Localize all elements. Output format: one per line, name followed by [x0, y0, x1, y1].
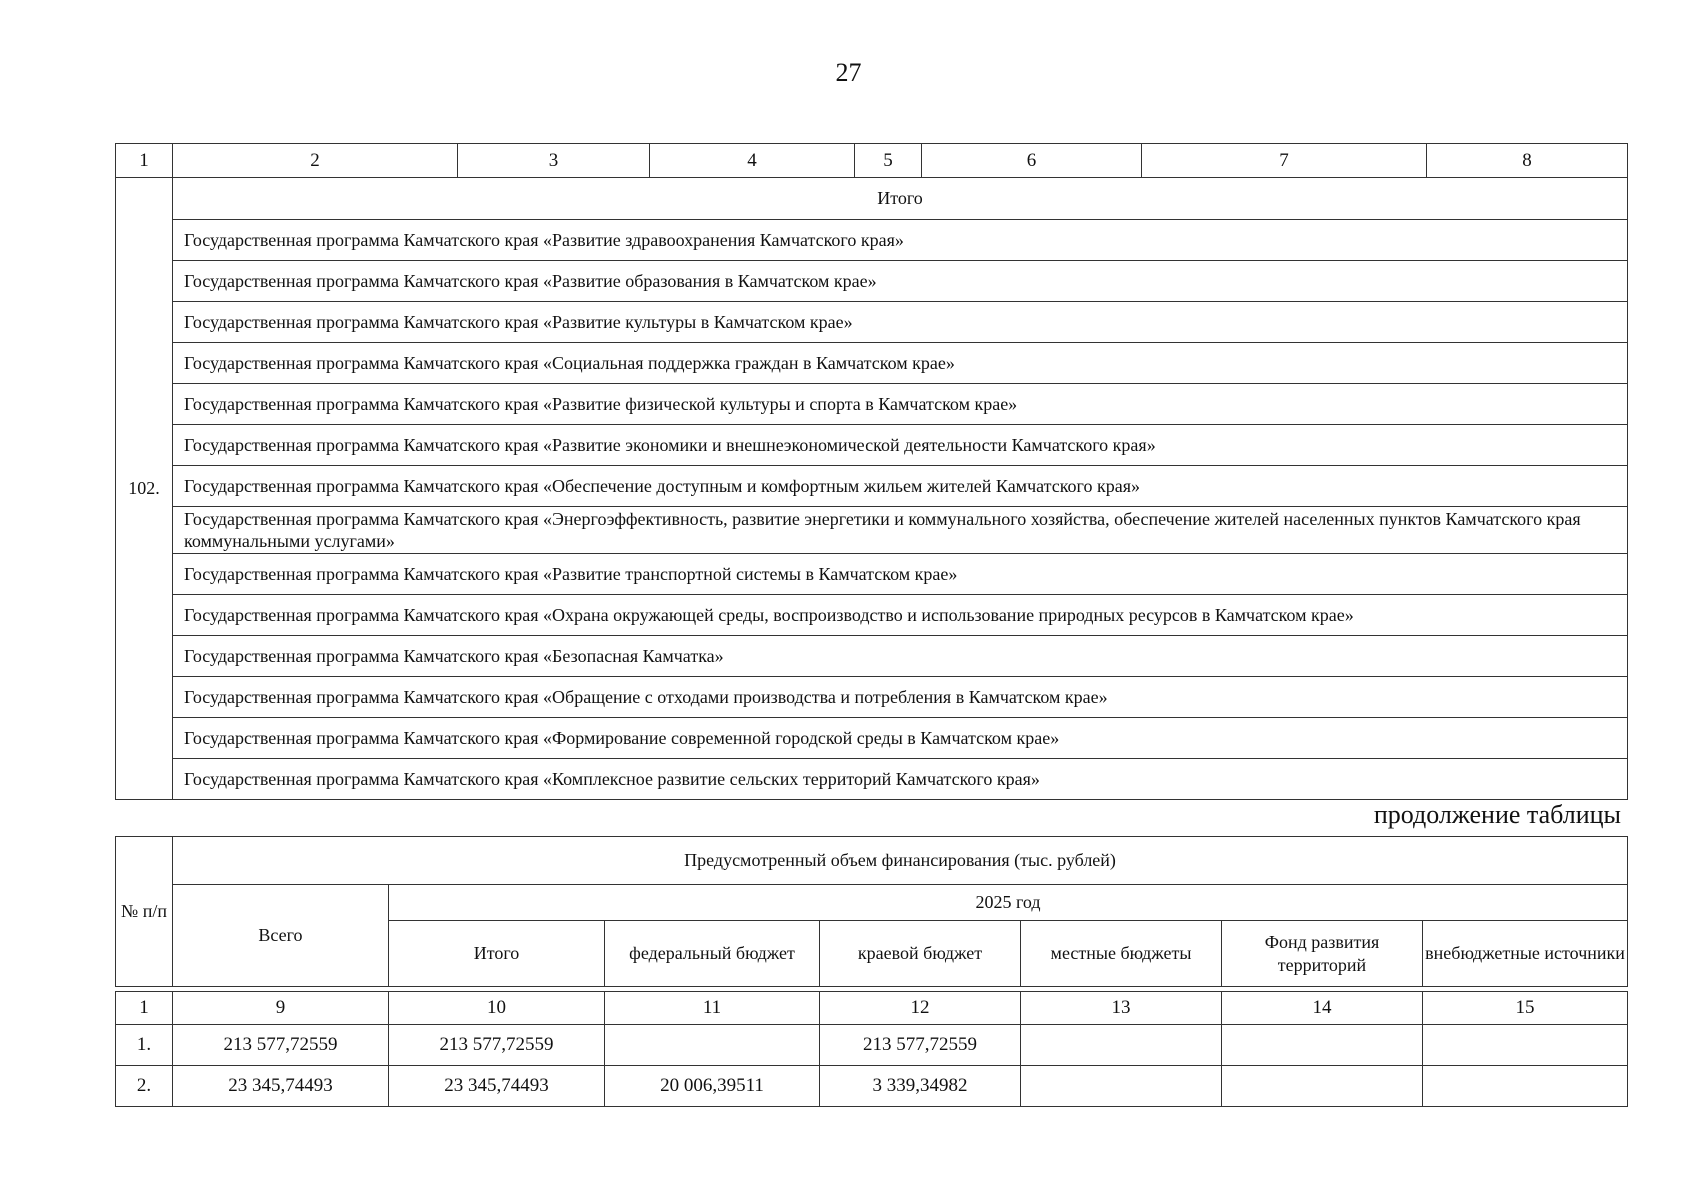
column-number-row: [116, 144, 1628, 178]
col-number: 3: [458, 144, 650, 178]
program-row: Государственная программа Камчатского края «Развитие физической культуры и спорта в Камчатском крае»: [173, 384, 1628, 425]
col-number: 8: [1427, 144, 1628, 178]
regional-value: 213 577,72559: [820, 1025, 1021, 1066]
local-value: [1021, 1066, 1222, 1107]
page-number: 27: [835, 58, 862, 87]
col-number: 10: [389, 992, 605, 1025]
program-row: Государственная программа Камчатского края «Комплексное развитие сельских территорий Камчатского края»: [173, 759, 1628, 800]
year-header: 2025 год: [389, 885, 1628, 921]
table-row: [116, 1025, 1628, 1066]
programs-table: [115, 143, 1628, 800]
subcol-header: Фонд развития территорий: [1222, 921, 1423, 987]
program-row: Государственная программа Камчатского края «Обращение с отходами производства и потребления в Камчатском крае»: [173, 677, 1628, 718]
program-row: Государственная программа Камчатского края «Формирование современной городской среды в Камчатском крае»: [173, 718, 1628, 759]
extrabudget-value: [1423, 1066, 1628, 1107]
row-number: 1.: [116, 1025, 173, 1066]
federal-value: [605, 1025, 820, 1066]
fund-value: [1222, 1066, 1423, 1107]
col-number: 15: [1423, 992, 1628, 1025]
total-value: 213 577,72559: [173, 1025, 389, 1066]
program-row: Государственная программа Камчатского края «Развитие здравоохранения Камчатского края»: [173, 220, 1628, 261]
subcol-header: внебюджетные источники: [1423, 921, 1628, 987]
col-number: 5: [855, 144, 922, 178]
col-number: 1: [116, 992, 173, 1025]
row-number: 2.: [116, 1066, 173, 1107]
col-number: 1: [116, 144, 173, 178]
program-row: Государственная программа Камчатского края «Развитие экономики и внешнеэкономической деятельности Камчатского края»: [173, 425, 1628, 466]
program-row: Государственная программа Камчатского края «Охрана окружающей среды, воспроизводство и использование природных ресурсов в Камчатском крае»: [173, 595, 1628, 636]
program-row: Государственная программа Камчатского края «Развитие образования в Камчатском крае»: [173, 261, 1628, 302]
col-number: 11: [605, 992, 820, 1025]
program-row: Государственная программа Камчатского края «Социальная поддержка граждан в Камчатском крае»: [173, 343, 1628, 384]
col-number: 13: [1021, 992, 1222, 1025]
column-number-row: [116, 992, 1628, 1025]
itogo-value: 213 577,72559: [389, 1025, 605, 1066]
program-row: Государственная программа Камчатского края «Развитие транспортной системы в Камчатском крае»: [173, 554, 1628, 595]
table-row: [116, 1066, 1628, 1107]
itogo-value: 23 345,74493: [389, 1066, 605, 1107]
col-number: 4: [650, 144, 855, 178]
col-number: 9: [173, 992, 389, 1025]
col-number: 6: [922, 144, 1142, 178]
total-header: Всего: [173, 885, 389, 987]
col-number: 12: [820, 992, 1021, 1025]
col-number: 2: [173, 144, 458, 178]
row-number: 102.: [116, 178, 173, 800]
federal-value: 20 006,39511: [605, 1066, 820, 1107]
local-value: [1021, 1025, 1222, 1066]
program-row: Государственная программа Камчатского края «Безопасная Камчатка»: [173, 636, 1628, 677]
program-row: Государственная программа Камчатского края «Энергоэффективность, развитие энергетики и коммунального хозяйства, обеспечение жителей населенных пунктов Камчатского края коммунальными услугами»: [173, 507, 1628, 554]
extrabudget-value: [1423, 1025, 1628, 1066]
col-number: 14: [1222, 992, 1423, 1025]
regional-value: 3 339,34982: [820, 1066, 1021, 1107]
subcol-header: федеральный бюджет: [605, 921, 820, 987]
program-row: Государственная программа Камчатского края «Обеспечение доступным и комфортным жильем жителей Камчатского края»: [173, 466, 1628, 507]
funding-header: Предусмотренный объем финансирования (тыс. рублей): [173, 837, 1628, 885]
col-number: 7: [1142, 144, 1427, 178]
fund-value: [1222, 1025, 1423, 1066]
subcol-header: краевой бюджет: [820, 921, 1021, 987]
num-header: № п/п: [116, 837, 173, 987]
funding-header-table: [115, 836, 1628, 987]
program-row: Государственная программа Камчатского края «Развитие культуры в Камчатском крае»: [173, 302, 1628, 343]
subcol-header: местные бюджеты: [1021, 921, 1222, 987]
total-value: 23 345,74493: [173, 1066, 389, 1107]
total-label: Итого: [173, 178, 1628, 220]
funding-values-table: [115, 991, 1628, 1107]
continuation-label: продолжение таблицы: [1373, 800, 1621, 829]
subcol-header: Итого: [389, 921, 605, 987]
